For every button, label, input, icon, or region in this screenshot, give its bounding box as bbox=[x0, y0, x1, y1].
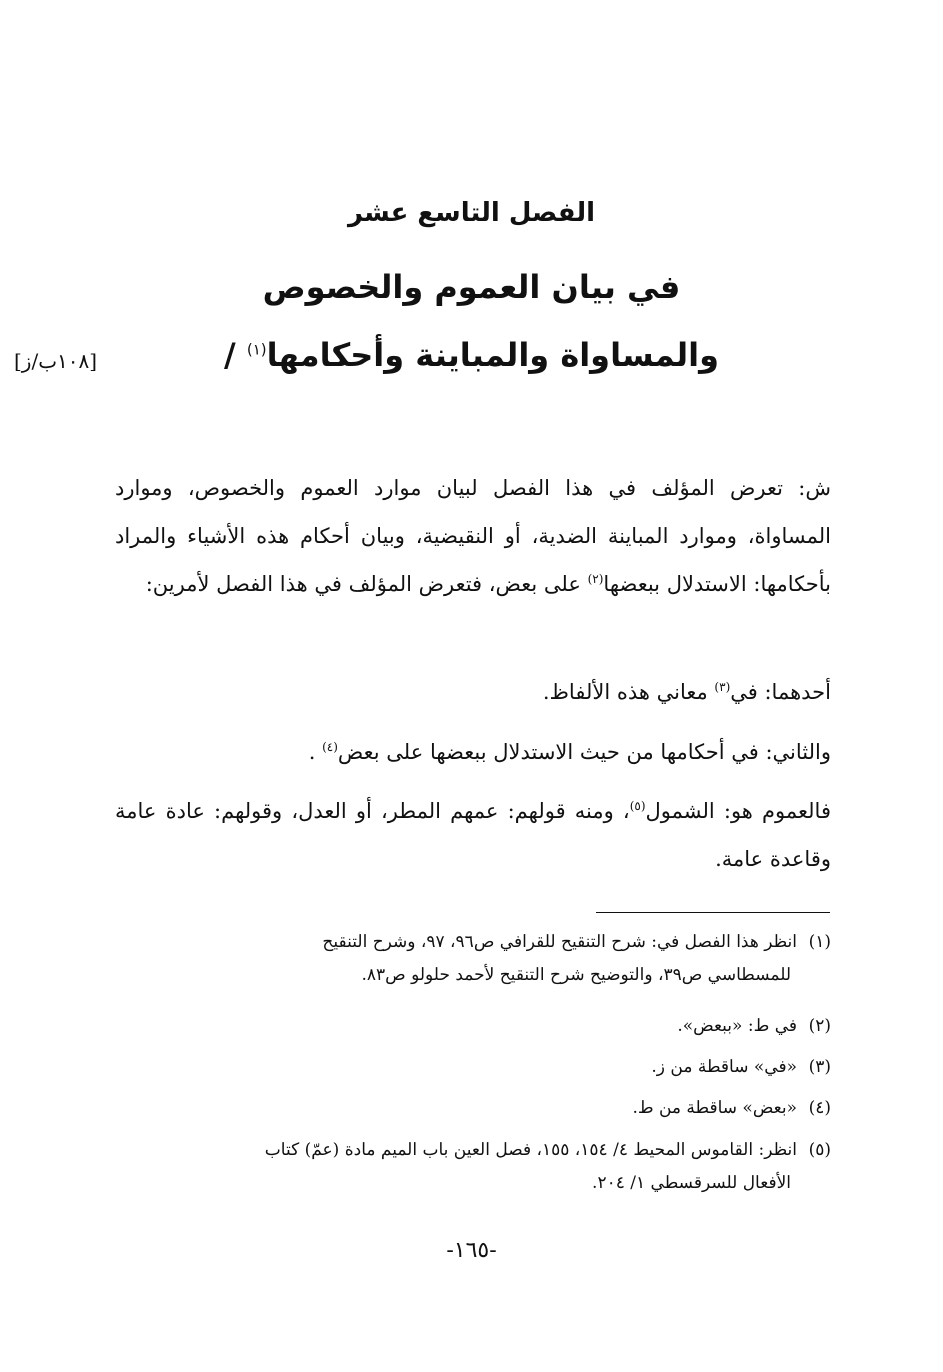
footnote-1 bbox=[115, 926, 831, 992]
footnote-separator bbox=[596, 912, 830, 913]
subtitle-line2-text: والمساواة والمباينة وأحكامها bbox=[266, 336, 719, 374]
footnote-line bbox=[115, 1051, 831, 1084]
footnote-continuation: للمسطاسي ص٣٩، والتوضيح شرح التنقيح لأحمد حلولو ص٨٣. bbox=[361, 965, 791, 985]
paragraph-first bbox=[115, 668, 831, 716]
footnote-number: (٢) bbox=[808, 1016, 831, 1036]
paragraph-first-text-end: معاني هذه الألفاظ. bbox=[542, 680, 715, 704]
marginal-manuscript-ref: [١٠٨ب/ز] bbox=[14, 349, 98, 373]
footnote-text: انظر: القاموس المحيط ٤/ ١٥٤، ١٥٥، فصل العين باب الميم مادة (عمّ) كتاب bbox=[264, 1140, 797, 1160]
footnote-number: (٤) bbox=[808, 1098, 831, 1118]
footnote-number: (١) bbox=[808, 932, 831, 952]
paragraph-intro bbox=[115, 464, 831, 608]
footnote-2 bbox=[115, 1010, 831, 1043]
footnote-line bbox=[115, 1134, 831, 1167]
footnote-line bbox=[115, 1092, 831, 1125]
paragraph-definition-text: فالعموم هو: الشمول bbox=[645, 799, 831, 823]
footnote-ref-2: (٢) bbox=[587, 572, 604, 586]
paragraph-definition bbox=[115, 787, 831, 883]
page-number: -١٦٥- bbox=[446, 1238, 497, 1263]
footnote-text: في ط: «ببعض». bbox=[677, 1016, 797, 1036]
folio-slash: / bbox=[224, 336, 236, 374]
paragraph-second-text: والثاني: في أحكامها من حيث الاستدلال ببعضها على بعض bbox=[337, 740, 831, 764]
paragraph-first-text: أحدهما: في bbox=[730, 680, 831, 704]
footnote-ref-5: (٥) bbox=[629, 799, 646, 813]
footnote-3 bbox=[115, 1051, 831, 1084]
paragraph-second bbox=[115, 728, 831, 776]
footnote-text: انظر هذا الفصل في: شرح التنقيح للقرافي ص٩٦، ٩٧، وشرح التنقيح bbox=[322, 932, 797, 952]
footnote-number: (٣) bbox=[808, 1057, 831, 1077]
footnote-ref-3: (٣) bbox=[714, 680, 731, 694]
footnote-number: (٥) bbox=[808, 1140, 831, 1160]
footnote-ref-1: (١) bbox=[246, 340, 267, 359]
paragraph-intro-text: ش: تعرض المؤلف في هذا الفصل لبيان موارد العموم والخصوص، وموارد المساواة، وموارد المباينة الضدية، أو النقيضية، وبيان أحكام هذه الأشياء والمراد بأحكامها: الاستدلال ببعضها bbox=[115, 476, 831, 596]
footnote-4 bbox=[115, 1092, 831, 1125]
footnote-5 bbox=[115, 1134, 831, 1200]
footnote-ref-4: (٤) bbox=[322, 740, 338, 754]
chapter-subtitle-line2 bbox=[0, 336, 943, 374]
footnote-continuation: الأفعال للسرقسطي ١/ ٢٠٤. bbox=[592, 1173, 791, 1193]
chapter-subtitle-line1: في بيان العموم والخصوص bbox=[262, 268, 681, 306]
footnote-text: «في» ساقطة من ز. bbox=[651, 1057, 797, 1077]
paragraph-definition-text-end: ، ومنه قولهم: عمهم المطر، أو العدل، وقولهم: عادة عامة وقاعدة عامة. bbox=[115, 799, 831, 871]
paragraph-intro-text-end: على بعض، فتعرض المؤلف في هذا الفصل لأمرين: bbox=[145, 572, 588, 596]
footnote-line bbox=[115, 1010, 831, 1043]
footnote-text: «بعض» ساقطة من ط. bbox=[632, 1098, 797, 1118]
chapter-title: الفصل التاسع عشر bbox=[347, 198, 596, 228]
paragraph-second-text-end: . bbox=[308, 740, 323, 764]
footnote-line bbox=[115, 926, 831, 959]
